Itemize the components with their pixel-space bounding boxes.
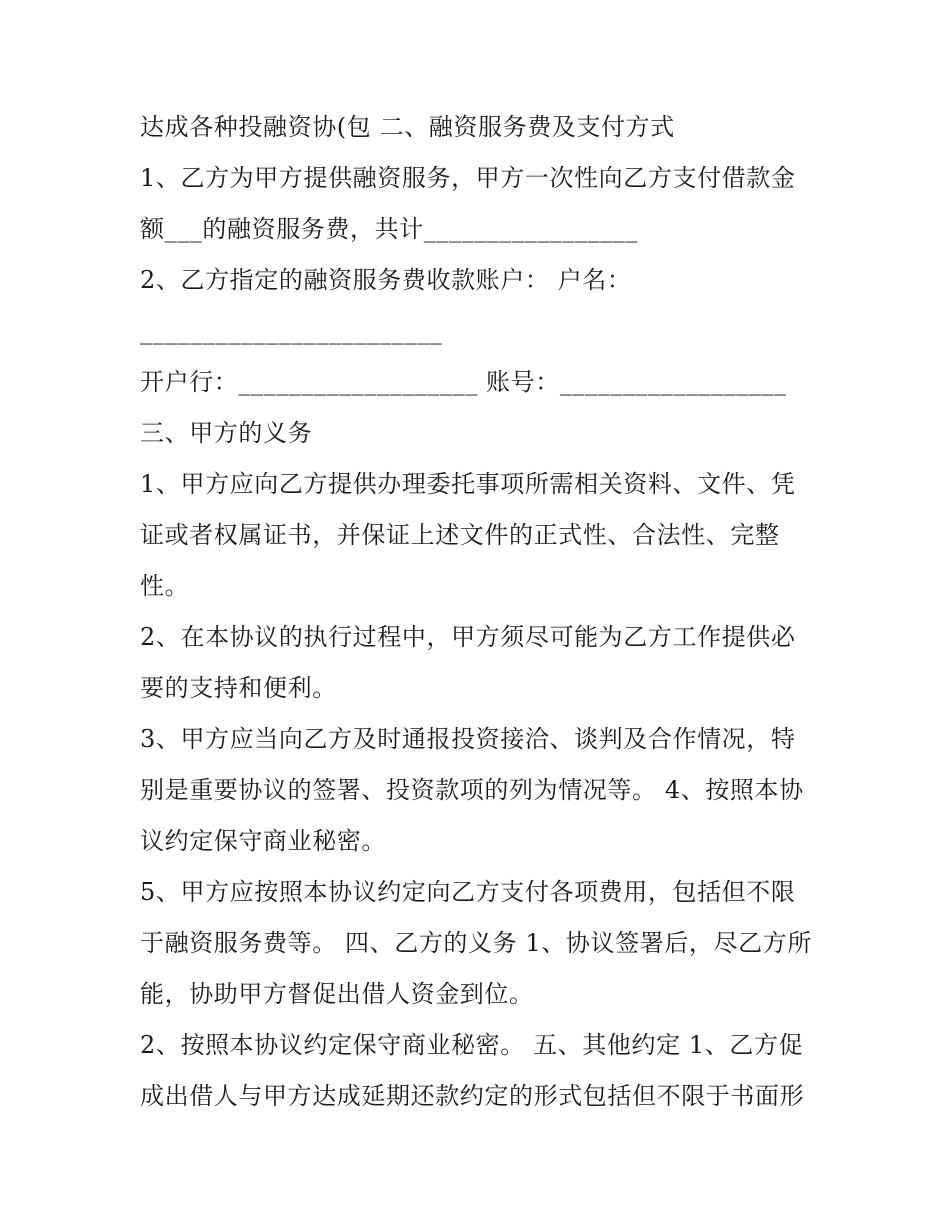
text-line: 证或者权属证书，并保证上述文件的正式性、合法性、完整	[140, 521, 780, 549]
text-line: 1、乙方为甲方提供融资服务，甲方一次性向乙方支付借款金	[140, 164, 796, 192]
text-line: 2、乙方指定的融资服务费收款账户： 户名：	[140, 266, 632, 294]
text-line: 三、甲方的义务	[140, 419, 313, 447]
text-line: 1、甲方应向乙方提供办理委托事项所需相关资料、文件、凭	[140, 470, 796, 498]
text-line: 别是重要协议的签署、投资款项的列为情况等。 4、按照本协	[140, 776, 804, 804]
text-line: 5、甲方应按照本协议约定向乙方支付各项费用，包括但不限	[140, 878, 796, 906]
text-line: 达成各种投融资协(包 二、融资服务费及支付方式	[140, 113, 675, 141]
text-line: 2、按照本协议约定保守商业秘密。 五、其他约定 1、乙方促	[140, 1031, 804, 1059]
text-line: 开户行：___________________ 账号：__________________	[140, 368, 787, 396]
text-line: 于融资服务费等。 四、乙方的义务 1、协议签署后，尽乙方所	[140, 929, 812, 957]
text-line: 能，协助甲方督促出借人资金到位。	[140, 980, 534, 1008]
text-line: 议约定保守商业秘密。	[140, 827, 386, 855]
text-line: 2、在本协议的执行过程中，甲方须尽可能为乙方工作提供必	[140, 623, 796, 651]
text-line: 成出借人与甲方达成延期还款约定的形式包括但不限于书面形	[140, 1082, 805, 1110]
text-line: 性。	[140, 572, 190, 600]
text-line: 要的支持和便利。	[140, 674, 337, 702]
text-line: 3、甲方应当向乙方及时通报投资接洽、谈判及合作情况，特	[140, 725, 796, 753]
text-line: ________________________	[140, 317, 443, 345]
document-body	[140, 102, 820, 1122]
text-line: 额___的融资服务费，共计_________________	[140, 215, 638, 243]
